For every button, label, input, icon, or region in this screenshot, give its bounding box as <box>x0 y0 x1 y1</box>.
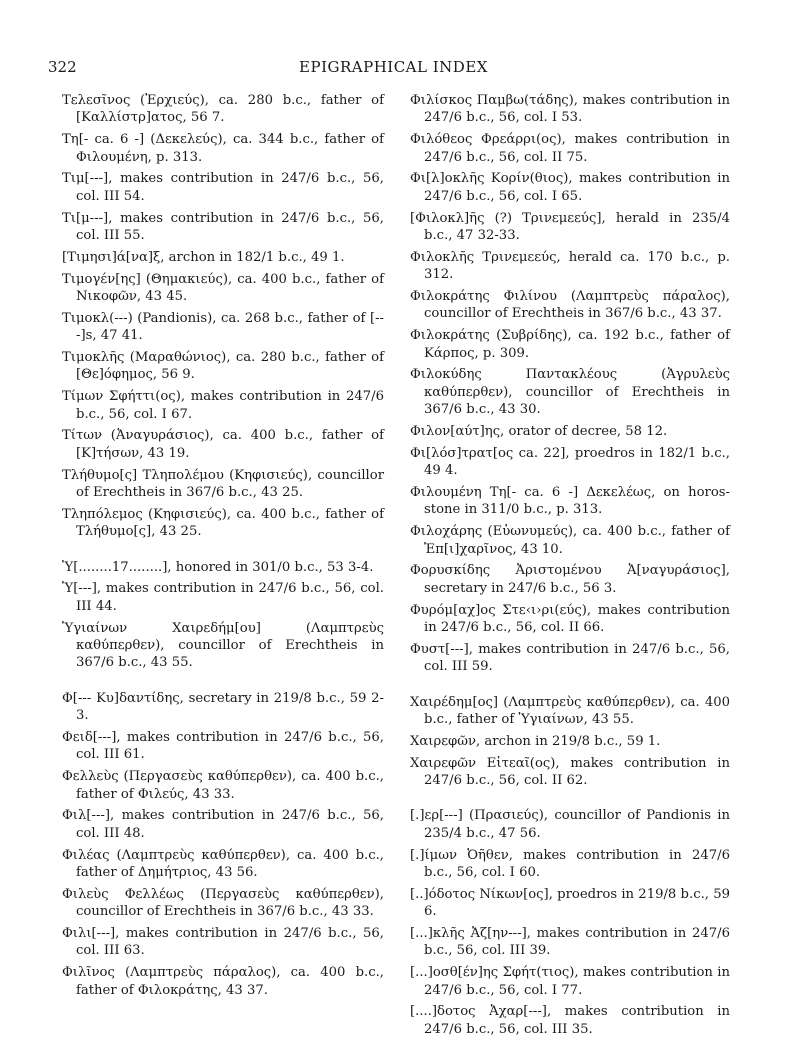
running-title: EPIGRAPHICAL INDEX <box>299 58 488 76</box>
index-entry: Φελλεὺς (Περγασεὺς καθύπερθεν), ca. 400 b.c., father of Φιλεύς, 43 33. <box>62 769 384 802</box>
index-entry: Τιμ[---], makes contribution in 247/6 b.c., 56, col. III 54. <box>62 171 384 204</box>
index-entry: Τλήθυμο[ς] Τληπολέμου (Κηφισιεύς), councillor of Erechtheis in 367/6 b.c., 43 25. <box>62 467 384 501</box>
index-entry: Τιμοκλῆς (Μαραθώνιος), ca. 280 b.c., father of [Θε]όφημος, 56 9. <box>62 350 384 383</box>
index-entry: Φιλ[---], makes contribution in 247/6 b.c., 56, col. III 48. <box>62 808 384 841</box>
index-entry: Χαιρεφῶν Εἰτεαῖ(ος), makes contribution in 247/6 b.c., 56, col. II 62. <box>410 755 730 789</box>
index-entry: [.]ερ[---] (Πρασιεύς), councillor of Pandionis in 235/4 b.c., 47 56. <box>410 808 730 841</box>
index-entry: Φιλοκλῆς Τρινεμεεύς, herald ca. 170 b.c., p. 312. <box>410 249 730 283</box>
right-column <box>410 92 730 1043</box>
index-entry: Φιλοκύδης Παντακλέους (Ἀγρυλεὺς καθύπερθεν), councillor of Erechtheis in 367/6 b.c., 43 30. <box>410 367 730 418</box>
index-entry: Φυστ[---], makes contribution in 247/6 b.c., 56, col. III 59. <box>410 641 730 675</box>
index-entry: [...]κλῆς Ἀζ[ην---], makes contribution in 247/6 b.c., 56, col. III 39. <box>410 926 730 959</box>
index-entry: Φι[λόσ]τρατ[ος ca. 22], proedros in 182/1 b.c., 49 4. <box>410 445 730 479</box>
index-entry: Φιλέας (Λαμπτρεὺς καθύπερθεν), ca. 400 b.c., father of Δημήτριος, 43 56. <box>62 847 384 881</box>
index-entry: Φ[--- Κυ]δαντίδης, secretary in 219/8 b.c., 59 2-3. <box>62 690 384 724</box>
index-entry: [..]όδοτος Νίκων[ος], proedros in 219/8 b.c., 59 6. <box>410 886 730 920</box>
index-entry: Τιμοκλ(---) (Pandionis), ca. 268 b.c., father of [---]s, 47 41. <box>62 310 384 344</box>
index-entry: Τελεσῖνος (Ἐρχιεύς), ca. 280 b.c., father of [Καλλίστρ]ατος, 56 7. <box>62 93 384 126</box>
index-entry: Τληπόλεμος (Κηφισιεύς), ca. 400 b.c., father of Τλήθυμο[ς], 43 25. <box>62 506 384 540</box>
index-entry: [...]οσθ[έν]ης Σφήτ(τιος), makes contribution in 247/6 b.c., 56, col. I 77. <box>410 965 730 998</box>
index-entry: Φιλοκράτης (Συβρίδης), ca. 192 b.c., father of Κάρπος, p. 309. <box>410 328 730 361</box>
index-entry: Φιλι[---], makes contribution in 247/6 b.c., 56, col. III 63. <box>62 926 384 959</box>
index-entry: Ὑγιαίνων Χαιρεδήμ[ου] (Λαμπτρεὺς καθύπερθεν), councillor of Erechtheis in 367/6 b.c., 43 55. <box>62 620 384 671</box>
index-entry: Χαιρεφῶν, archon in 219/8 b.c., 59 1. <box>410 733 661 749</box>
index-entry: Φιλουμένη Τη[- ca. 6 -] Δεκελέως, on horos-stone in 311/0 b.c., p. 313. <box>410 485 730 518</box>
page-number: 322 <box>48 58 77 76</box>
index-entry: Φορυσκίδης Ἀριστομένου Ἀ[ναγυράσιος], secretary in 247/6 b.c., 56 3. <box>410 563 730 596</box>
index-entry: [....]δοτος Ἀχαρ[---], makes contribution in 247/6 b.c., 56, col. III 35. <box>410 1004 730 1037</box>
index-entry: Τίμων Σφήττι(ος), makes contribution in 247/6 b.c., 56, col. I 67. <box>62 389 384 422</box>
index-entry: Φιλεὺς Φελλέως (Περγασεὺς καθύπερθεν), councillor of Erechtheis in 367/6 b.c., 43 33. <box>62 886 384 920</box>
index-entry: Ὑ[---], makes contribution in 247/6 b.c., 56, col. III 44. <box>62 581 384 614</box>
index-entry: [.]ίμων Ὀῆθεν, makes contribution in 247/6 b.c., 56, col. I 60. <box>410 847 730 881</box>
index-entry: Φιλοκράτης Φιλίνου (Λαμπτρεὺς πάραλος), councillor of Erechtheis in 367/6 b.c., 43 37. <box>410 289 730 322</box>
index-entry: Τη[- ca. 6 -] (Δεκελεύς), ca. 344 b.c., father of Φιλουμένη, p. 313. <box>62 132 384 165</box>
index-entry: [Φιλοκλ]ῆς (?) Τρινεμεεύς], herald in 235/4 b.c., 47 32-33. <box>410 210 730 244</box>
index-entry: Τίτων (Ἀναγυράσιος), ca. 400 b.c., father of [Κ]τήσων, 43 19. <box>62 428 384 461</box>
index-entry: Φιλον[αύτ]ης, orator of decree, 58 12. <box>410 424 668 440</box>
index-entry: [Τιμησι]ά[να]ξ, archon in 182/1 b.c., 49 1. <box>62 249 345 265</box>
left-column <box>62 92 384 1003</box>
index-entry: Φι[λ]οκλῆς Κορίν(θιος), makes contribution in 247/6 b.c., 56, col. I 65. <box>410 171 730 204</box>
index-entry: Φυρόμ[αχ]ος Στε‹ι›ρι(εύς), makes contribution in 247/6 b.c., 56, col. II 66. <box>410 602 730 636</box>
index-entry: Ὑ[........17........], honored in 301/0 b.c., 53 3-4. <box>62 559 374 575</box>
index-entry: Τιμογέν[ης] (Θημακιεύς), ca. 400 b.c., father of Νικοφῶν, 43 45. <box>62 271 384 305</box>
index-entry: Φιλοχάρης (Εὐωνυμεύς), ca. 400 b.c., father of Ἐπ[ι]χαρῖνος, 43 10. <box>410 524 730 557</box>
index-entry: Φιλίσκος Παμβω(τάδης), makes contribution in 247/6 b.c., 56, col. I 53. <box>410 93 730 126</box>
index-entry: Τι[μ---], makes contribution in 247/6 b.c., 56, col. III 55. <box>62 210 384 244</box>
index-entry: Φιλῖνος (Λαμπτρεὺς πάραλος), ca. 400 b.c., father of Φιλοκράτης, 43 37. <box>62 965 384 998</box>
index-entry: Φιλόθεος Φρεάρρι(ος), makes contribution in 247/6 b.c., 56, col. II 75. <box>410 132 730 165</box>
index-entry: Φειδ[---], makes contribution in 247/6 b.c., 56, col. III 61. <box>62 730 384 763</box>
index-entry: Χαιρέδημ[ος] (Λαμπτρεὺς καθύπερθεν), ca. 400 b.c., father of Ὑγιαίνων, 43 55. <box>410 694 730 728</box>
